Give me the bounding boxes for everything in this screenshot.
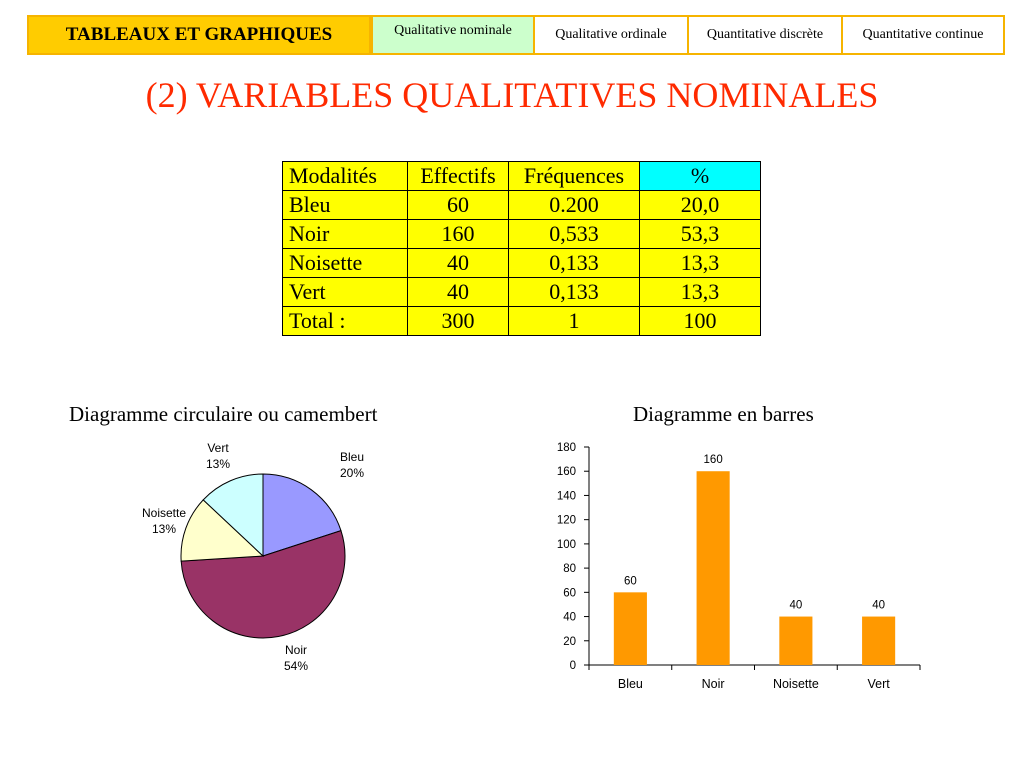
bar-data-label: 160 <box>703 454 723 467</box>
table-row <box>283 220 761 249</box>
tab-qualitative-ordinale[interactable]: Qualitative ordinale <box>533 17 687 53</box>
bar-bleu <box>614 592 647 665</box>
header-frequences: Fréquences <box>509 162 640 191</box>
table-cell: 40 <box>408 278 509 307</box>
pie-label-noisette: Noisette <box>141 506 187 520</box>
x-tick-label: Noir <box>701 677 725 691</box>
table-cell: 100 <box>640 307 761 336</box>
bar-noisette <box>779 617 812 665</box>
table-cell: 40 <box>408 249 509 278</box>
frequency-table <box>282 161 761 336</box>
table-cell: 0.200 <box>509 191 640 220</box>
table-row <box>283 249 761 278</box>
table-cell: Noisette <box>283 249 408 278</box>
table-cell: 13,3 <box>640 249 761 278</box>
pie-chart-title: Diagramme circulaire ou camembert <box>69 402 378 426</box>
pie-label-vert: Vert <box>207 441 229 455</box>
y-tick-label: 180 <box>556 442 576 454</box>
header-percent: % <box>640 162 761 191</box>
bar-chart <box>530 435 950 700</box>
y-tick-label: 120 <box>556 514 576 527</box>
bar-chart-title: Diagramme en barres <box>633 402 814 426</box>
x-tick-label: Vert <box>867 677 890 691</box>
table-cell: 60 <box>408 191 509 220</box>
tab-quantitative-continue[interactable]: Quantitative continue <box>841 17 1003 53</box>
y-tick-label: 20 <box>563 635 576 648</box>
tab-quantitative-discrete[interactable]: Quantitative discrète <box>687 17 841 53</box>
y-tick-label: 100 <box>556 538 576 551</box>
x-tick-label: Bleu <box>617 677 643 691</box>
table-cell: 0,133 <box>509 278 640 307</box>
y-tick-label: 80 <box>563 563 576 576</box>
table-cell: 0,533 <box>509 220 640 249</box>
bar-vert <box>862 617 895 665</box>
bar-noir <box>697 471 730 665</box>
bar-data-label: 40 <box>789 599 803 612</box>
bar-data-label: 40 <box>872 599 886 612</box>
table-cell: Noir <box>283 220 408 249</box>
table-cell: 13,3 <box>640 278 761 307</box>
table-total-row <box>283 307 761 336</box>
tab-qualitative-nominale[interactable]: Qualitative nominale <box>371 17 533 53</box>
pie-label-noir: Noir <box>284 643 308 657</box>
pie-percent-vert: 13% <box>205 457 231 471</box>
table-cell: 1 <box>509 307 640 336</box>
table-cell: Bleu <box>283 191 408 220</box>
y-tick-label: 160 <box>556 466 576 479</box>
y-tick-label: 140 <box>556 490 576 503</box>
table-row <box>283 278 761 307</box>
pie-percent-noir: 54% <box>283 659 309 673</box>
table-cell: 53,3 <box>640 220 761 249</box>
table-cell: 0,133 <box>509 249 640 278</box>
header-effectifs: Effectifs <box>408 162 509 191</box>
table-cell: Total : <box>283 307 408 336</box>
table-cell: Vert <box>283 278 408 307</box>
table-cell: 20,0 <box>640 191 761 220</box>
pie-label-bleu: Bleu <box>339 450 365 464</box>
header-modalites: Modalités <box>283 162 408 191</box>
top-nav <box>27 15 1005 55</box>
pie-chart <box>120 435 400 685</box>
page-title: (2) VARIABLES QUALITATIVES NOMINALES <box>145 75 879 115</box>
y-tick-label: 0 <box>569 660 576 672</box>
pie-percent-bleu: 20% <box>339 466 365 480</box>
table-cell: 160 <box>408 220 509 249</box>
bar-data-label: 60 <box>623 575 637 588</box>
y-tick-label: 40 <box>563 611 576 624</box>
pie-percent-noisette: 13% <box>151 522 177 536</box>
table-cell: 300 <box>408 307 509 336</box>
table-row <box>283 191 761 220</box>
table-header-row <box>283 162 761 191</box>
y-tick-label: 60 <box>563 587 576 600</box>
nav-title: TABLEAUX ET GRAPHIQUES <box>29 17 371 53</box>
x-tick-label: Noisette <box>772 677 819 691</box>
